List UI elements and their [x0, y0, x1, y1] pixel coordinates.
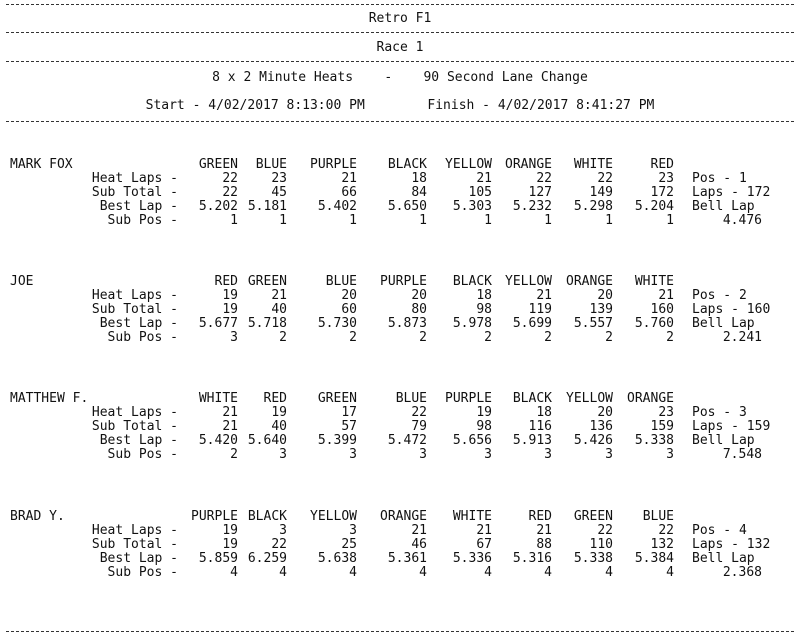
lane-header: WHITE [634, 274, 674, 289]
sub-pos-value: 2 [484, 330, 492, 345]
sub-total-value: 19 [222, 537, 238, 552]
heat-laps-label: Heat Laps - [91, 171, 178, 186]
lane-header: GREEN [247, 274, 287, 289]
divider [6, 4, 794, 5]
heat-laps-value: 20 [411, 288, 427, 303]
best-lap-value: 5.181 [247, 199, 287, 214]
total-laps: Laps - 160 [692, 302, 771, 317]
heat-laps-value: 20 [597, 288, 613, 303]
sub-total-value: 25 [341, 537, 357, 552]
sub-pos-value: 4 [279, 565, 287, 580]
sub-pos-value: 3 [230, 330, 238, 345]
sub-pos-value: 1 [349, 213, 357, 228]
bell-lap-label: Bell Lap [692, 433, 755, 448]
heat-laps-value: 20 [341, 288, 357, 303]
best-lap-value: 5.303 [452, 199, 492, 214]
sub-pos-value: 2 [605, 330, 613, 345]
sub-total-value: 110 [589, 537, 613, 552]
sub-pos-label: Sub Pos - [107, 330, 178, 345]
best-lap-value: 5.338 [573, 551, 613, 566]
sub-pos-value: 3 [544, 447, 552, 462]
heat-laps-value: 19 [271, 405, 287, 420]
total-laps: Laps - 132 [692, 537, 771, 552]
lane-header: YELLOW [566, 391, 613, 406]
heat-laps-value: 22 [658, 523, 674, 538]
bell-lap-value: 2.241 [722, 330, 762, 345]
best-lap-value: 5.650 [387, 199, 427, 214]
lane-header: BLUE [255, 157, 287, 172]
racer-block [0, 158, 800, 258]
sub-pos-value: 3 [666, 447, 674, 462]
heat-laps-value: 22 [597, 171, 613, 186]
race-times: Start - 4/02/2017 8:13:00 PM Finish - 4/02/2017 8:41:27 PM [145, 98, 655, 113]
best-lap-value: 5.699 [512, 316, 552, 331]
sub-total-value: 22 [271, 537, 287, 552]
heat-laps-value: 19 [222, 288, 238, 303]
lane-header: GREEN [573, 509, 613, 524]
racer-name: MATTHEW F. [10, 391, 89, 406]
lane-header: WHITE [198, 391, 238, 406]
heat-laps-value: 21 [222, 405, 238, 420]
heat-laps-value: 22 [222, 171, 238, 186]
heat-laps-value: 20 [597, 405, 613, 420]
best-lap-value: 5.384 [634, 551, 674, 566]
sub-total-value: 80 [411, 302, 427, 317]
lane-header: PURPLE [445, 391, 492, 406]
lane-header: BLUE [395, 391, 427, 406]
sub-pos-value: 1 [666, 213, 674, 228]
lane-header: RED [214, 274, 238, 289]
heat-laps-value: 18 [536, 405, 552, 420]
best-lap-value: 5.913 [512, 433, 552, 448]
best-lap-value: 5.640 [247, 433, 287, 448]
sub-total-value: 57 [341, 419, 357, 434]
sub-pos-value: 2 [544, 330, 552, 345]
sub-total-value: 67 [476, 537, 492, 552]
lane-header: ORANGE [566, 274, 613, 289]
sub-total-value: 116 [528, 419, 552, 434]
sub-total-label: Sub Total - [91, 185, 178, 200]
sub-pos-value: 3 [419, 447, 427, 462]
sub-total-value: 46 [411, 537, 427, 552]
lane-header: BLACK [387, 157, 427, 172]
sub-total-value: 139 [589, 302, 613, 317]
sub-pos-value: 2 [419, 330, 427, 345]
heat-laps-value: 22 [536, 171, 552, 186]
lane-header: RED [263, 391, 287, 406]
heat-laps-value: 18 [411, 171, 427, 186]
sub-pos-value: 3 [279, 447, 287, 462]
racer-name: JOE [10, 274, 34, 289]
best-lap-value: 5.336 [452, 551, 492, 566]
heat-laps-value: 23 [658, 405, 674, 420]
sub-pos-value: 4 [230, 565, 238, 580]
divider [6, 121, 794, 122]
best-lap-label: Best Lap - [99, 551, 178, 566]
sub-pos-value: 4 [349, 565, 357, 580]
sub-pos-value: 4 [544, 565, 552, 580]
lane-header: BLUE [325, 274, 357, 289]
heat-laps-value: 19 [476, 405, 492, 420]
bell-lap-label: Bell Lap [692, 199, 755, 214]
sub-total-value: 45 [271, 185, 287, 200]
best-lap-value: 5.399 [317, 433, 357, 448]
racer-name: MARK FOX [10, 157, 73, 172]
sub-pos-value: 1 [544, 213, 552, 228]
best-lap-value: 5.204 [634, 199, 674, 214]
best-lap-label: Best Lap - [99, 433, 178, 448]
best-lap-value: 5.730 [317, 316, 357, 331]
lane-header: BLUE [642, 509, 674, 524]
heat-laps-value: 23 [271, 171, 287, 186]
sub-pos-label: Sub Pos - [107, 447, 178, 462]
lane-header: BLACK [247, 509, 287, 524]
sub-total-value: 79 [411, 419, 427, 434]
heat-laps-value: 3 [349, 523, 357, 538]
heat-laps-value: 17 [341, 405, 357, 420]
best-lap-value: 5.677 [198, 316, 238, 331]
best-lap-value: 5.426 [573, 433, 613, 448]
total-laps: Laps - 159 [692, 419, 771, 434]
final-position: Pos - 4 [692, 523, 747, 538]
divider [6, 61, 794, 62]
page-title: Retro F1 [368, 11, 432, 26]
best-lap-value: 5.638 [317, 551, 357, 566]
racer-block [0, 392, 800, 492]
sub-total-value: 84 [411, 185, 427, 200]
sub-total-value: 159 [650, 419, 674, 434]
heat-laps-label: Heat Laps - [91, 288, 178, 303]
lane-header: YELLOW [505, 274, 552, 289]
final-position: Pos - 3 [692, 405, 747, 420]
sub-total-value: 22 [222, 185, 238, 200]
sub-pos-value: 3 [349, 447, 357, 462]
sub-total-value: 98 [476, 419, 492, 434]
heat-laps-value: 21 [476, 171, 492, 186]
sub-total-value: 132 [650, 537, 674, 552]
sub-total-value: 40 [271, 419, 287, 434]
lane-header: BLACK [452, 274, 492, 289]
sub-pos-value: 4 [419, 565, 427, 580]
heat-laps-label: Heat Laps - [91, 405, 178, 420]
best-lap-value: 5.656 [452, 433, 492, 448]
sub-total-value: 60 [341, 302, 357, 317]
lane-header: WHITE [573, 157, 613, 172]
sub-total-value: 19 [222, 302, 238, 317]
sub-total-value: 66 [341, 185, 357, 200]
lane-header: BLACK [512, 391, 552, 406]
sub-total-value: 172 [650, 185, 674, 200]
heat-format: 8 x 2 Minute Heats - 90 Second Lane Change [212, 70, 588, 85]
lane-header: PURPLE [310, 157, 357, 172]
best-lap-value: 5.718 [247, 316, 287, 331]
heat-laps-value: 21 [536, 288, 552, 303]
bell-lap-value: 7.548 [722, 447, 762, 462]
best-lap-value: 5.859 [198, 551, 238, 566]
sub-total-value: 127 [528, 185, 552, 200]
best-lap-value: 5.338 [634, 433, 674, 448]
heat-laps-value: 22 [411, 405, 427, 420]
sub-pos-value: 1 [419, 213, 427, 228]
racer-block [0, 275, 800, 375]
sub-total-value: 98 [476, 302, 492, 317]
lane-header: YELLOW [310, 509, 357, 524]
sub-total-label: Sub Total - [91, 419, 178, 434]
bell-lap-label: Bell Lap [692, 551, 755, 566]
lane-header: ORANGE [627, 391, 674, 406]
heat-laps-value: 3 [279, 523, 287, 538]
heat-laps-value: 18 [476, 288, 492, 303]
best-lap-label: Best Lap - [99, 316, 178, 331]
heat-laps-value: 22 [597, 523, 613, 538]
sub-total-value: 40 [271, 302, 287, 317]
heat-laps-value: 21 [476, 523, 492, 538]
sub-total-value: 105 [468, 185, 492, 200]
sub-total-value: 160 [650, 302, 674, 317]
heat-laps-value: 21 [658, 288, 674, 303]
best-lap-label: Best Lap - [99, 199, 178, 214]
best-lap-value: 5.760 [634, 316, 674, 331]
heat-laps-value: 21 [341, 171, 357, 186]
best-lap-value: 6.259 [247, 551, 287, 566]
sub-total-value: 119 [528, 302, 552, 317]
lane-header: RED [650, 157, 674, 172]
sub-pos-value: 4 [605, 565, 613, 580]
sub-pos-label: Sub Pos - [107, 213, 178, 228]
sub-pos-value: 3 [605, 447, 613, 462]
best-lap-value: 5.978 [452, 316, 492, 331]
lane-header: ORANGE [505, 157, 552, 172]
sub-pos-value: 1 [230, 213, 238, 228]
total-laps: Laps - 172 [692, 185, 771, 200]
divider [6, 631, 794, 632]
best-lap-value: 5.420 [198, 433, 238, 448]
lane-header: ORANGE [380, 509, 427, 524]
lane-header: PURPLE [380, 274, 427, 289]
heat-laps-value: 21 [271, 288, 287, 303]
bell-lap-label: Bell Lap [692, 316, 755, 331]
divider [6, 32, 794, 33]
sub-pos-value: 4 [666, 565, 674, 580]
sub-pos-value: 4 [484, 565, 492, 580]
sub-pos-value: 1 [484, 213, 492, 228]
best-lap-value: 5.298 [573, 199, 613, 214]
sub-total-value: 149 [589, 185, 613, 200]
sub-total-label: Sub Total - [91, 537, 178, 552]
heat-laps-value: 19 [222, 523, 238, 538]
sub-pos-value: 1 [279, 213, 287, 228]
best-lap-value: 5.402 [317, 199, 357, 214]
sub-total-value: 136 [589, 419, 613, 434]
sub-pos-label: Sub Pos - [107, 565, 178, 580]
sub-pos-value: 3 [484, 447, 492, 462]
bell-lap-value: 4.476 [722, 213, 762, 228]
racer-name: BRAD Y. [10, 509, 65, 524]
sub-pos-value: 2 [666, 330, 674, 345]
lane-header: WHITE [452, 509, 492, 524]
lane-header: YELLOW [445, 157, 492, 172]
sub-pos-value: 2 [230, 447, 238, 462]
lane-header: GREEN [198, 157, 238, 172]
best-lap-value: 5.361 [387, 551, 427, 566]
lane-header: RED [528, 509, 552, 524]
final-position: Pos - 2 [692, 288, 747, 303]
heat-laps-label: Heat Laps - [91, 523, 178, 538]
best-lap-value: 5.316 [512, 551, 552, 566]
heat-laps-value: 21 [411, 523, 427, 538]
sub-total-value: 21 [222, 419, 238, 434]
sub-pos-value: 2 [279, 330, 287, 345]
racer-block [0, 510, 800, 610]
best-lap-value: 5.873 [387, 316, 427, 331]
final-position: Pos - 1 [692, 171, 747, 186]
sub-pos-value: 1 [605, 213, 613, 228]
heat-laps-value: 21 [536, 523, 552, 538]
best-lap-value: 5.472 [387, 433, 427, 448]
race-name: Race 1 [376, 40, 424, 55]
heat-laps-value: 23 [658, 171, 674, 186]
best-lap-value: 5.202 [198, 199, 238, 214]
best-lap-value: 5.557 [573, 316, 613, 331]
best-lap-value: 5.232 [512, 199, 552, 214]
sub-total-value: 88 [536, 537, 552, 552]
bell-lap-value: 2.368 [722, 565, 762, 580]
sub-pos-value: 2 [349, 330, 357, 345]
sub-total-label: Sub Total - [91, 302, 178, 317]
lane-header: PURPLE [191, 509, 238, 524]
lane-header: GREEN [317, 391, 357, 406]
